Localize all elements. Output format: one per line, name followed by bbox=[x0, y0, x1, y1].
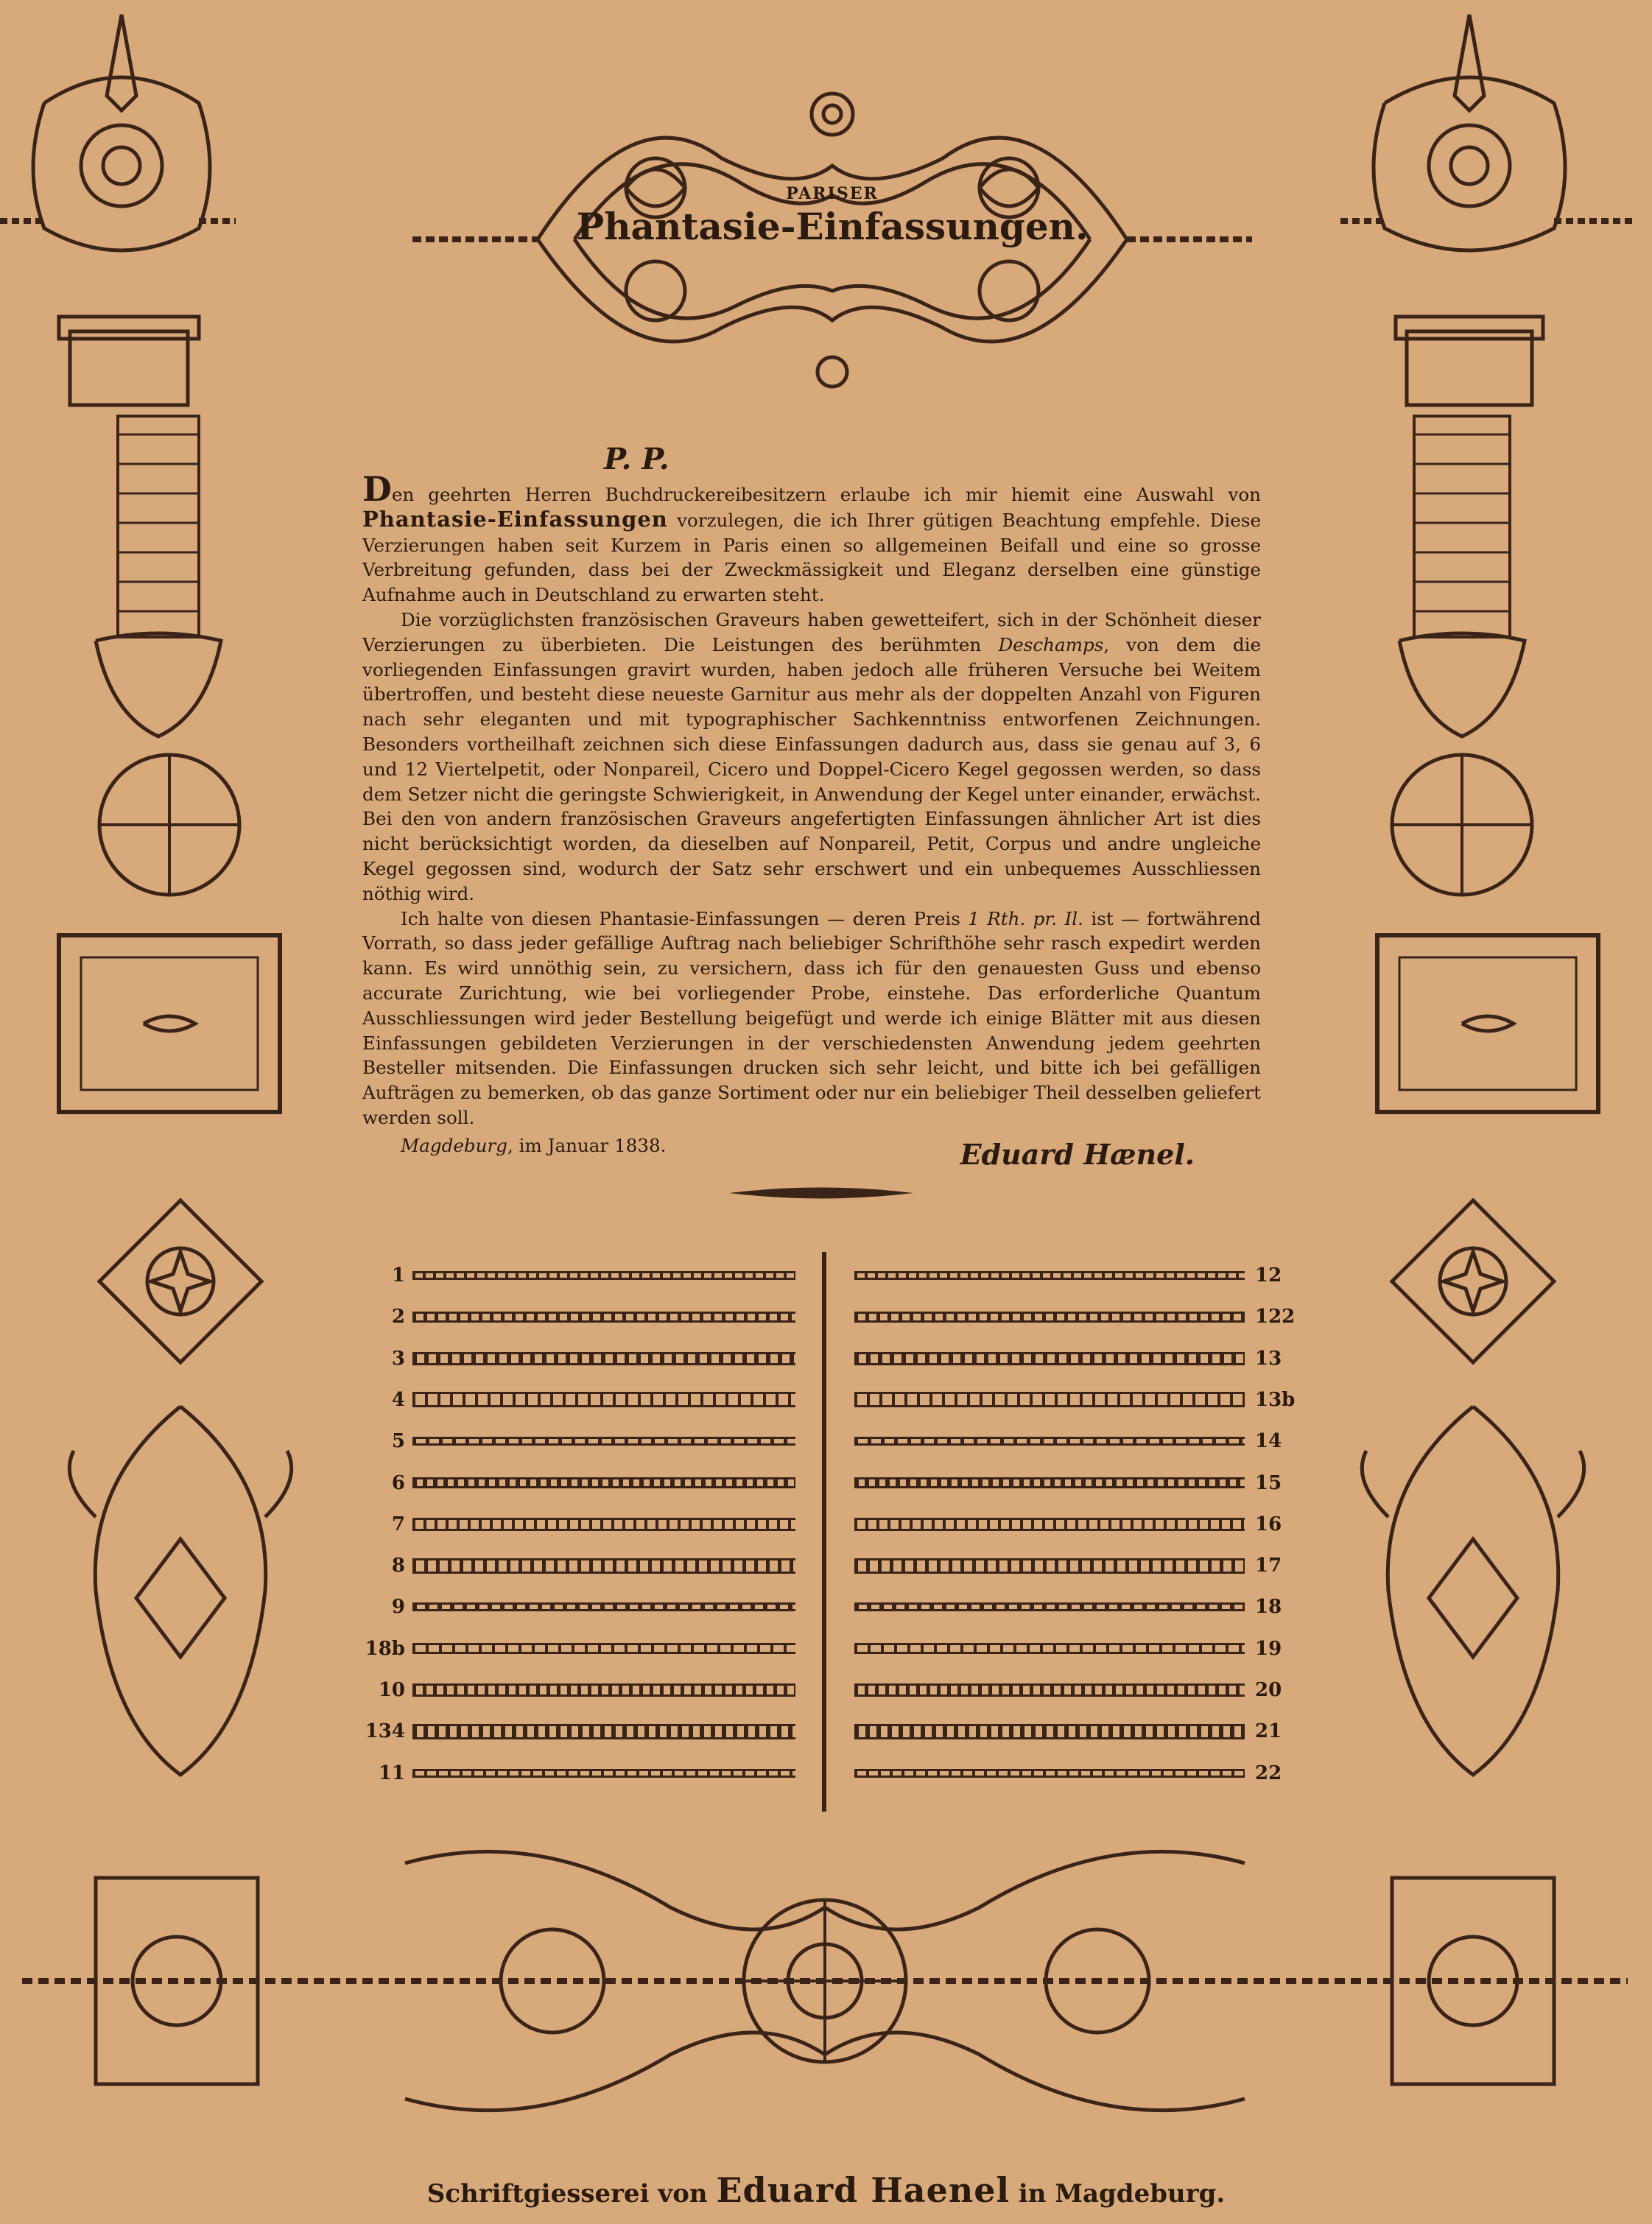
border-sample bbox=[854, 1643, 1245, 1654]
sample-row bbox=[854, 1675, 1311, 1705]
letter-body bbox=[362, 469, 1261, 1173]
sample-number: 15 bbox=[1255, 1471, 1282, 1494]
sample-row bbox=[854, 1261, 1311, 1290]
border-sample bbox=[854, 1392, 1245, 1407]
border-sample bbox=[854, 1437, 1245, 1446]
paragraph-2-italic: Deschamps bbox=[998, 633, 1104, 655]
sample-number: 19 bbox=[1255, 1637, 1282, 1660]
border-sample bbox=[854, 1769, 1245, 1778]
sample-number: 5 bbox=[391, 1430, 405, 1453]
bottom-border-ornament bbox=[22, 1819, 1628, 2143]
footer-suffix: in Magdeburg. bbox=[1010, 2179, 1226, 2209]
paragraph-3-part-1: Ich halte von diesen Phantasie-Einfassungen — deren Preis bbox=[401, 907, 969, 929]
border-sample bbox=[412, 1271, 795, 1280]
paragraph-3 bbox=[362, 907, 1261, 1130]
sample-row bbox=[854, 1468, 1311, 1498]
sample-row bbox=[346, 1468, 803, 1498]
border-sample bbox=[412, 1724, 795, 1739]
border-sample bbox=[412, 1352, 795, 1365]
signature-line bbox=[362, 1133, 1261, 1173]
sample-number: 11 bbox=[378, 1762, 405, 1784]
footer-name: Eduard Haenel bbox=[716, 2170, 1010, 2210]
page-title: Phantasie-Einfassungen. bbox=[576, 205, 1089, 248]
sample-number: 9 bbox=[391, 1596, 405, 1619]
sample-row bbox=[346, 1551, 803, 1580]
border-sample bbox=[854, 1602, 1245, 1611]
border-sample bbox=[412, 1558, 795, 1574]
border-sample bbox=[412, 1518, 795, 1531]
sample-number: 18b bbox=[365, 1637, 405, 1660]
sample-row bbox=[346, 1759, 803, 1788]
border-sample bbox=[854, 1312, 1245, 1323]
sample-number: 1 bbox=[391, 1264, 405, 1287]
sample-number: 21 bbox=[1255, 1720, 1282, 1743]
border-sample bbox=[854, 1477, 1245, 1488]
sample-number: 20 bbox=[1255, 1679, 1282, 1701]
sample-row bbox=[346, 1634, 803, 1664]
sample-row bbox=[854, 1302, 1311, 1331]
border-sample bbox=[854, 1558, 1245, 1574]
sample-number: 6 bbox=[391, 1471, 405, 1494]
sample-number: 134 bbox=[365, 1720, 405, 1743]
border-sample bbox=[412, 1683, 795, 1697]
border-sample bbox=[412, 1312, 795, 1323]
border-sample bbox=[412, 1643, 795, 1654]
paragraph-3-italic: 1 Rth. pr. Il. bbox=[968, 907, 1083, 929]
sample-row bbox=[346, 1344, 803, 1373]
sample-row bbox=[346, 1385, 803, 1415]
paragraph-2-part-1: Die vorzüglichsten französischen Graveurs haben gewetteifert, sich in der Schönheit dieser Verzierungen zu überbieten. Die Leistungen des berühmten bbox=[362, 608, 1261, 655]
sample-number: 22 bbox=[1255, 1762, 1282, 1784]
border-sample bbox=[854, 1724, 1245, 1739]
sample-row bbox=[346, 1302, 803, 1331]
left-column-ornament bbox=[0, 7, 243, 1819]
sample-number: 8 bbox=[391, 1555, 405, 1577]
sample-row bbox=[854, 1717, 1311, 1746]
sample-row bbox=[854, 1510, 1311, 1539]
sample-row bbox=[854, 1344, 1311, 1373]
dropcap: D bbox=[362, 469, 392, 509]
sample-row bbox=[346, 1426, 803, 1456]
sample-row bbox=[854, 1634, 1311, 1664]
date: , im Januar 1838. bbox=[507, 1134, 667, 1156]
sample-number: 18 bbox=[1255, 1596, 1282, 1619]
sample-row bbox=[346, 1675, 803, 1705]
place: Magdeburg bbox=[401, 1134, 507, 1156]
sample-row bbox=[854, 1426, 1311, 1456]
paragraph-2 bbox=[362, 608, 1261, 907]
border-sample bbox=[854, 1518, 1245, 1531]
sample-number: 4 bbox=[391, 1388, 405, 1411]
sample-row bbox=[854, 1551, 1311, 1580]
border-sample bbox=[854, 1352, 1245, 1365]
signature: Eduard Hænel. bbox=[960, 1137, 1195, 1171]
sample-row bbox=[854, 1385, 1311, 1415]
sample-number: 10 bbox=[378, 1679, 405, 1701]
sample-number: 12 bbox=[1255, 1264, 1282, 1287]
sample-number: 7 bbox=[391, 1513, 405, 1535]
paragraph-3-part-2: ist — fortwährend Vorrath, so dass jeder gefällige Auftrag nach beliebiger Schrifthöhe sehr rasch expedirt werden kann. Es wird unnöthig sein, zu versichern, dass ich für den genauesten Guss und ebenso accurate Zurichtung, wie bei vorliegender Probe, einstehe. Das erforderliche Quantum Ausschliessungen wird jeder Bestellung beigefügt und werde ich einige Blätter mit aus diesen Einfassungen gebildeten Verzierungen in der verschiedensten Anwendung jedem geehrten Besteller mitsenden. Die Einfassungen drucken sich sehr leicht, und bitte ich bei gefälligen Aufträgen zu bemerken, ob das ganze Sortiment oder nur ein beliebiger Theil desselben geliefert werden soll. bbox=[362, 907, 1261, 1128]
border-sample bbox=[412, 1392, 795, 1407]
sample-number: 17 bbox=[1255, 1555, 1282, 1577]
border-sample bbox=[854, 1271, 1245, 1280]
sample-row bbox=[854, 1759, 1311, 1788]
footer bbox=[0, 2170, 1652, 2210]
footer-prefix: Schriftgiesserei von bbox=[426, 2179, 717, 2209]
sample-column-divider bbox=[822, 1252, 826, 1812]
paragraph-2-part-2: , von dem die vorliegenden Einfassungen gravirt wurden, haben jedoch alle früheren Versuche bei Weitem übertroffen, und besteht diese neueste Garnitur aus mehr als der doppelten Anzahl von Figuren nach sehr eleganten und mit typographischer Sachkenntniss entworfenen Zeichnungen. Besonders vortheilhaft zeichnen sich diese Einfassungen dadurch aus, dass sie genau auf 3, 6 und 12 Viertelpetit, oder Nonpareil, Cicero und Doppel-Cicero Kegel gegossen werden, so dass dem Setzer nicht die geringste Schwierigkeit, in Anwendung der Kegel unter einander, erwächst. Bei den von andern französischen Graveurs angefertigten Einfassungen ähnlicher Art ist dies nicht berücksichtigt worden, da dieselben auf Nonpareil, Petit, Corpus und andre ungleiche Kegel gegossen sind, wodurch der Satz sehr erschwert und ein unbequemes Ausschliessen nöthig wird. bbox=[362, 633, 1261, 904]
sample-row bbox=[346, 1261, 803, 1290]
sample-number: 3 bbox=[391, 1347, 405, 1370]
salutation: P. P. bbox=[604, 442, 669, 476]
sample-row bbox=[346, 1592, 803, 1622]
border-sample bbox=[412, 1602, 795, 1611]
border-sample bbox=[412, 1769, 795, 1778]
place-date bbox=[401, 1133, 666, 1158]
sample-number: 16 bbox=[1255, 1513, 1282, 1535]
sample-row bbox=[346, 1717, 803, 1746]
sample-number: 14 bbox=[1255, 1430, 1282, 1453]
paragraph-1-part-1: en geehrten Herren Buchdruckereibesitzern erlaube ich mir hiemit eine Auswahl von bbox=[391, 484, 1261, 505]
sample-number: 2 bbox=[391, 1306, 405, 1329]
sample-number: 122 bbox=[1255, 1306, 1296, 1329]
paragraph-1-part-2: vorzulegen, die ich Ihrer gütigen Beachtung empfehle. Diese Verzierungen haben seit Kurzem in Paris einen so allgemeinen Beifall und eine so grosse Verbreitung gefunden, dass bei der Zweckmässigkeit und Eleganz derselben eine günstige Aufnahme auch in Deutschland zu erwarten steht. bbox=[362, 509, 1261, 606]
divider-ornament bbox=[729, 1182, 913, 1204]
border-sample bbox=[854, 1683, 1245, 1697]
title-subtitle: PARISER bbox=[786, 184, 879, 203]
paragraph-1-emphasis: Phantasie-Einfassungen bbox=[362, 506, 668, 532]
sample-row bbox=[346, 1510, 803, 1539]
sample-row bbox=[854, 1592, 1311, 1622]
title-block bbox=[574, 184, 1090, 248]
sample-number: 13b bbox=[1255, 1388, 1296, 1411]
sample-number: 13 bbox=[1255, 1347, 1282, 1370]
right-column-ornament bbox=[1326, 7, 1652, 1819]
border-sample bbox=[412, 1477, 795, 1488]
border-sample bbox=[412, 1437, 795, 1446]
paragraph-1 bbox=[362, 469, 1261, 608]
